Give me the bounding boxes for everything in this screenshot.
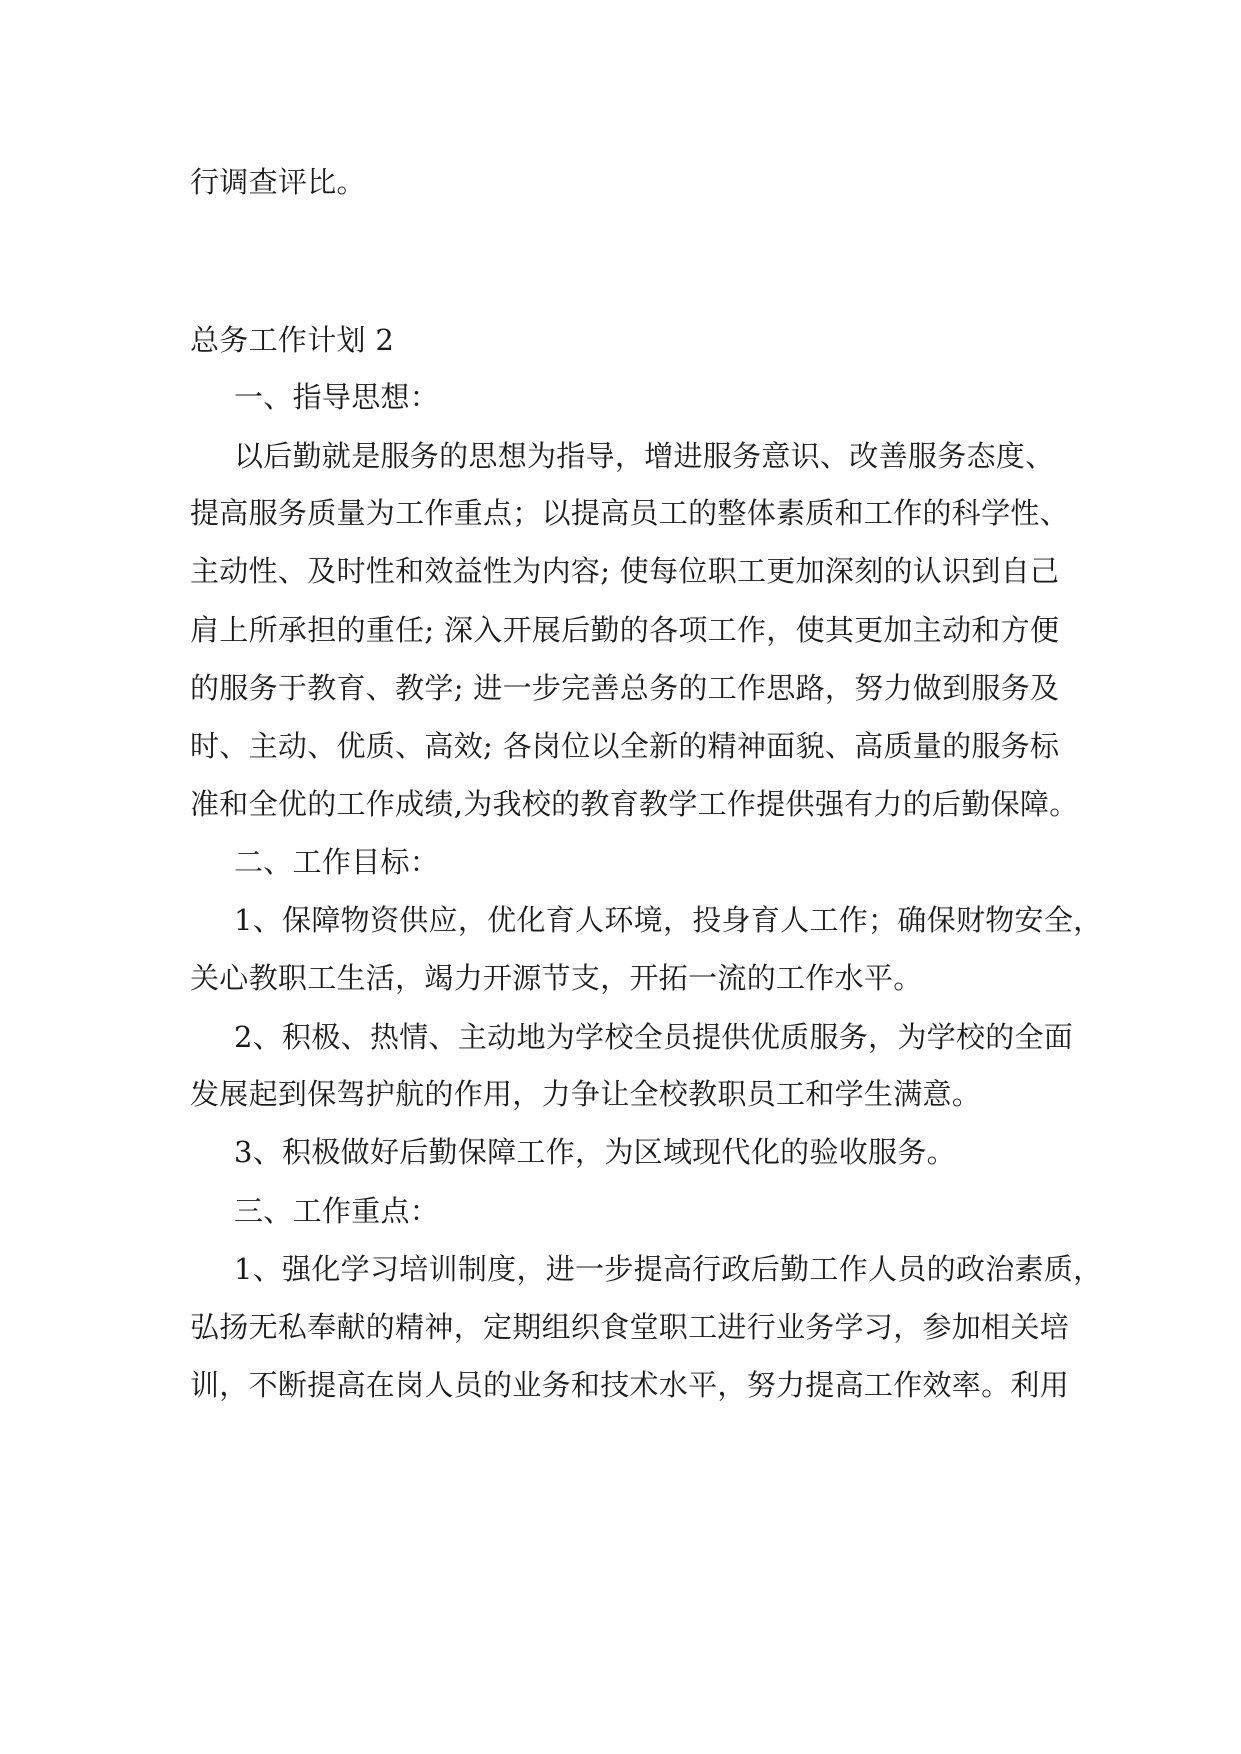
- text-line: 2、积极、热情、主动地为学校全员提供优质服务，为学校的全面: [234, 1020, 1074, 1054]
- heading-work-focus: 三、工作重点：: [234, 1194, 440, 1228]
- text-line: 关心教职工生活，竭力开源节支，开拓一流的工作水平。: [190, 961, 923, 995]
- text-line: 3、积极做好后勤保障工作，为区域现代化的验收服务。: [234, 1135, 956, 1169]
- text-line: 提高服务质量为工作重点；以提高员工的整体素质和工作的科学性、: [190, 496, 1070, 530]
- text-line: 主动性、及时性和效益性为内容; 使每位职工更加深刻的认识到自己: [190, 554, 1060, 588]
- text-line: 弘扬无私奉献的精神，定期组织食堂职工进行业务学习，参加相关培: [190, 1310, 1070, 1344]
- heading-work-goals: 二、工作目标：: [234, 845, 440, 879]
- section-title: 总务工作计划 2: [190, 323, 395, 357]
- text-line: 时、主动、优质、高效; 各岗位以全新的精神面貌、高质量的服务标: [190, 729, 1060, 763]
- text-line: 1、强化学习培训制度，进一步提高行政后勤工作人员的政治素质，: [234, 1252, 1103, 1286]
- text-line: 的服务于教育、教学; 进一步完善总务的工作思路，努力做到服务及: [190, 671, 1060, 705]
- text-line: 行调查评比。: [190, 165, 366, 199]
- text-line: 训，不断提高在岗人员的业务和技术水平，努力提高工作效率。利用: [190, 1368, 1070, 1402]
- heading-guiding-idea: 一、指导思想：: [234, 380, 440, 414]
- text-line: 准和全优的工作成绩,为我校的教育教学工作提供强有力的后勤保障。: [190, 787, 1079, 821]
- text-line: 肩上所承担的重任; 深入开展后勤的各项工作，使其更加主动和方便: [190, 613, 1060, 647]
- text-line: 以后勤就是服务的思想为指导，增进服务意识、改善服务态度、: [234, 439, 1055, 473]
- text-line: 1、保障物资供应，优化育人环境，投身育人工作；确保财物安全，: [234, 903, 1103, 937]
- text-line: 发展起到保驾护航的作用，力争让全校教职员工和学生满意。: [190, 1077, 982, 1111]
